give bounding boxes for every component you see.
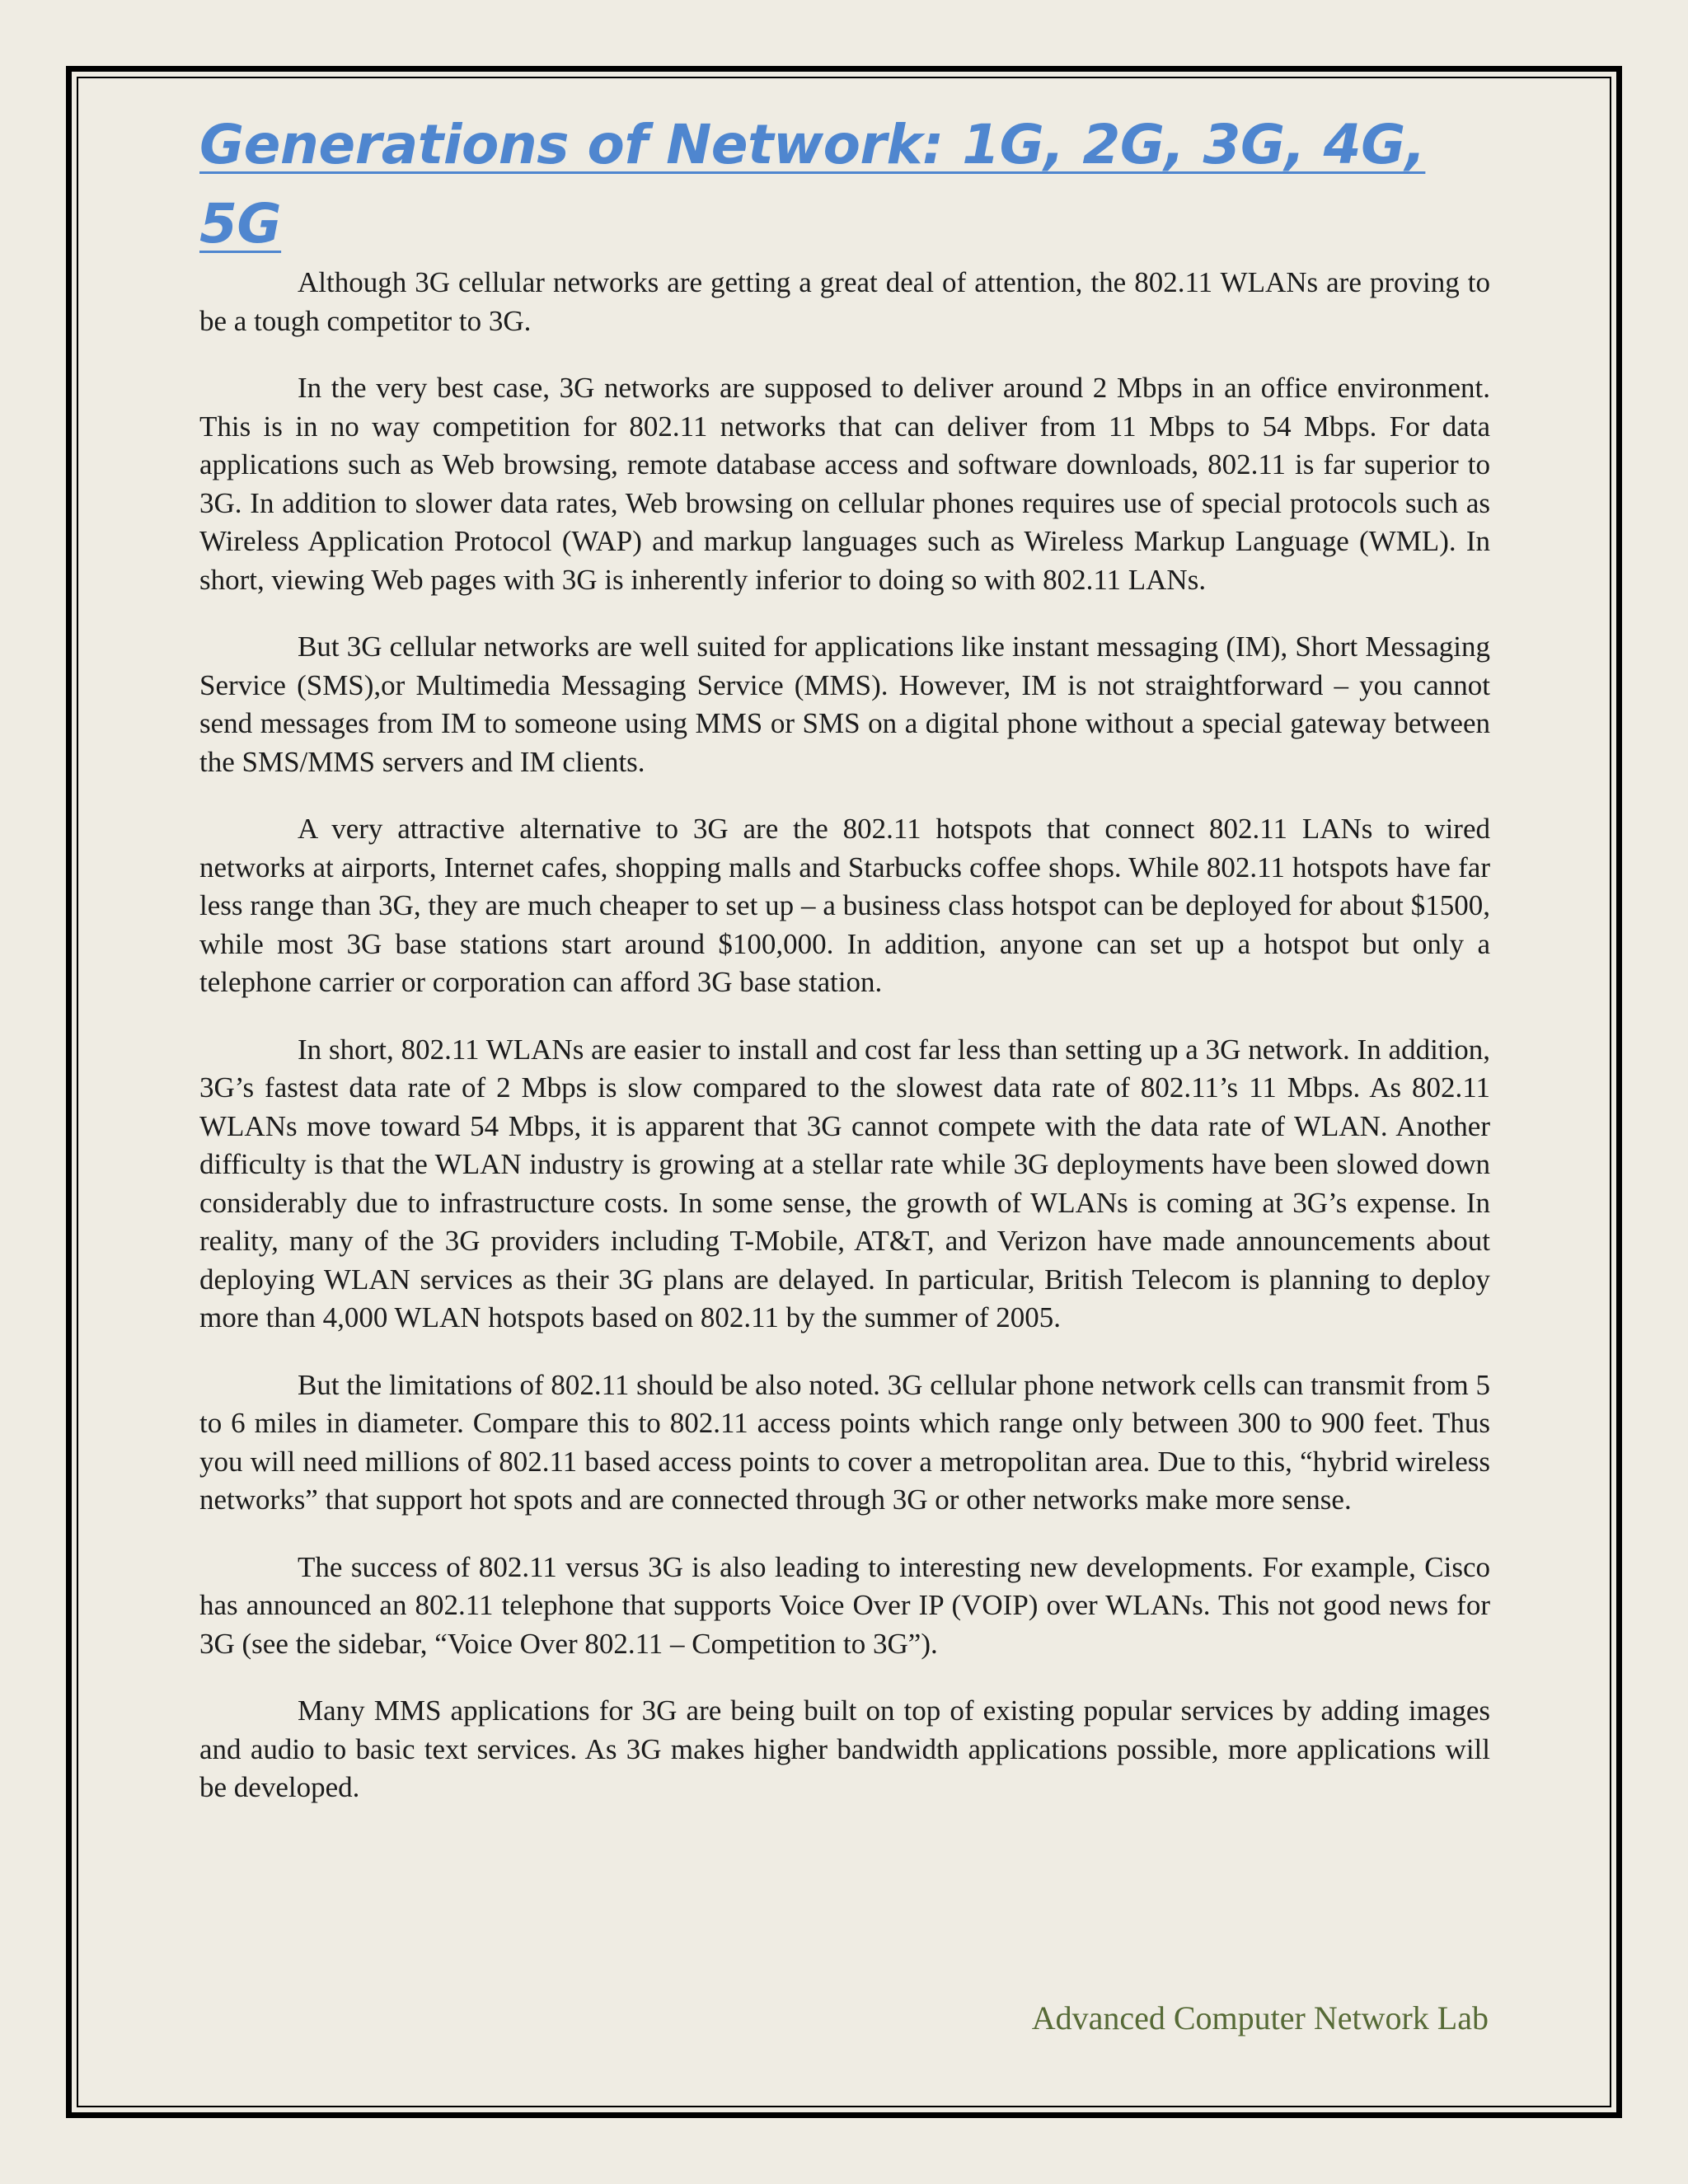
paragraph: Many MMS applications for 3G are being built on top of existing popular services by adding images and audio to basic text services. As 3G makes higher bandwidth applications possible, more applications will be developed.: [199, 1694, 1490, 1803]
paragraph: Although 3G cellular networks are getting a great deal of attention, the 802.11 WLANs are proving to be a tough competitor to 3G.: [199, 266, 1490, 337]
footer-label: Advanced Computer Network Lab: [1031, 1999, 1489, 2036]
paragraph: But the limitations of 802.11 should be also noted. 3G cellular phone network cells can transmit from 5 to 6 miles in diameter. Compare this to 802.11 access points which range only between 300 to 900 feet. Thus you will need millions of 802.11 based access points to cover a metropolitan area. Due to this, “hybrid wireless networks” that support hot spots and are connected through 3G or other networks make more sense.: [199, 1368, 1490, 1516]
paragraph: But 3G cellular networks are well suited for applications like instant messaging (IM), Short Messaging Service (SMS),or Multimedia Messaging Service (MMS). However, IM is not straightforward – you cannot send messages from IM to someone using MMS or SMS on a digital phone without a special gateway between the SMS/MMS servers and IM clients.: [199, 630, 1490, 778]
document-body: [199, 105, 1490, 1836]
page-title: Generations of Network: 1G, 2G, 3G, 4G, 5G: [199, 113, 1426, 255]
paragraph: In short, 802.11 WLANs are easier to install and cost far less than setting up a 3G network. In addition, 3G’s fastest data rate of 2 Mbps is slow compared to the slowest data rate of 802.11’s 11 Mbps. As 802.11 WLANs move toward 54 Mbps, it is apparent that 3G cannot compete with the data rate of WLAN. Another difficulty is that the WLAN industry is growing at a stellar rate while 3G deployments have been slowed down considerably due to infrastructure costs. In some sense, the growth of WLANs is coming at 3G’s expense. In reality, many of the 3G providers including T-Mobile, AT&T, and Verizon have made announcements about deploying WLAN services as their 3G plans are delayed. In particular, British Telecom is planning to deploy more than 4,000 WLAN hotspots based on 802.11 by the summer of 2005.: [199, 1033, 1490, 1333]
paragraph: The success of 802.11 versus 3G is also leading to interesting new developments. For example, Cisco has announced an 802.11 telephone that supports Voice Over IP (VOIP) over WLANs. This not good news for 3G (see the sidebar, “Voice Over 802.11 – Competition to 3G”).: [199, 1550, 1490, 1660]
paragraph: In the very best case, 3G networks are supposed to deliver around 2 Mbps in an office environment. This is in no way competition for 802.11 networks that can deliver from 11 Mbps to 54 Mbps. For data applications such as Web browsing, remote database access and software downloads, 802.11 is far superior to 3G. In addition to slower data rates, Web browsing on cellular phones requires use of special protocols such as Wireless Application Protocol (WAP) and markup languages such as Wireless Markup Language (WML). In short, viewing Web pages with 3G is inherently inferior to doing so with 802.11 LANs.: [199, 372, 1490, 596]
paragraph: A very attractive alternative to 3G are the 802.11 hotspots that connect 802.11 LANs to wired networks at airports, Internet cafes, shopping malls and Starbucks coffee shops. While 802.11 hotspots have far less range than 3G, they are much cheaper to set up – a business class hotspot can be deployed for about $1500, while most 3G base stations start around $100,000. In addition, anyone can set up a hotspot but only a telephone carrier or corporation can afford 3G base station.: [199, 813, 1490, 998]
